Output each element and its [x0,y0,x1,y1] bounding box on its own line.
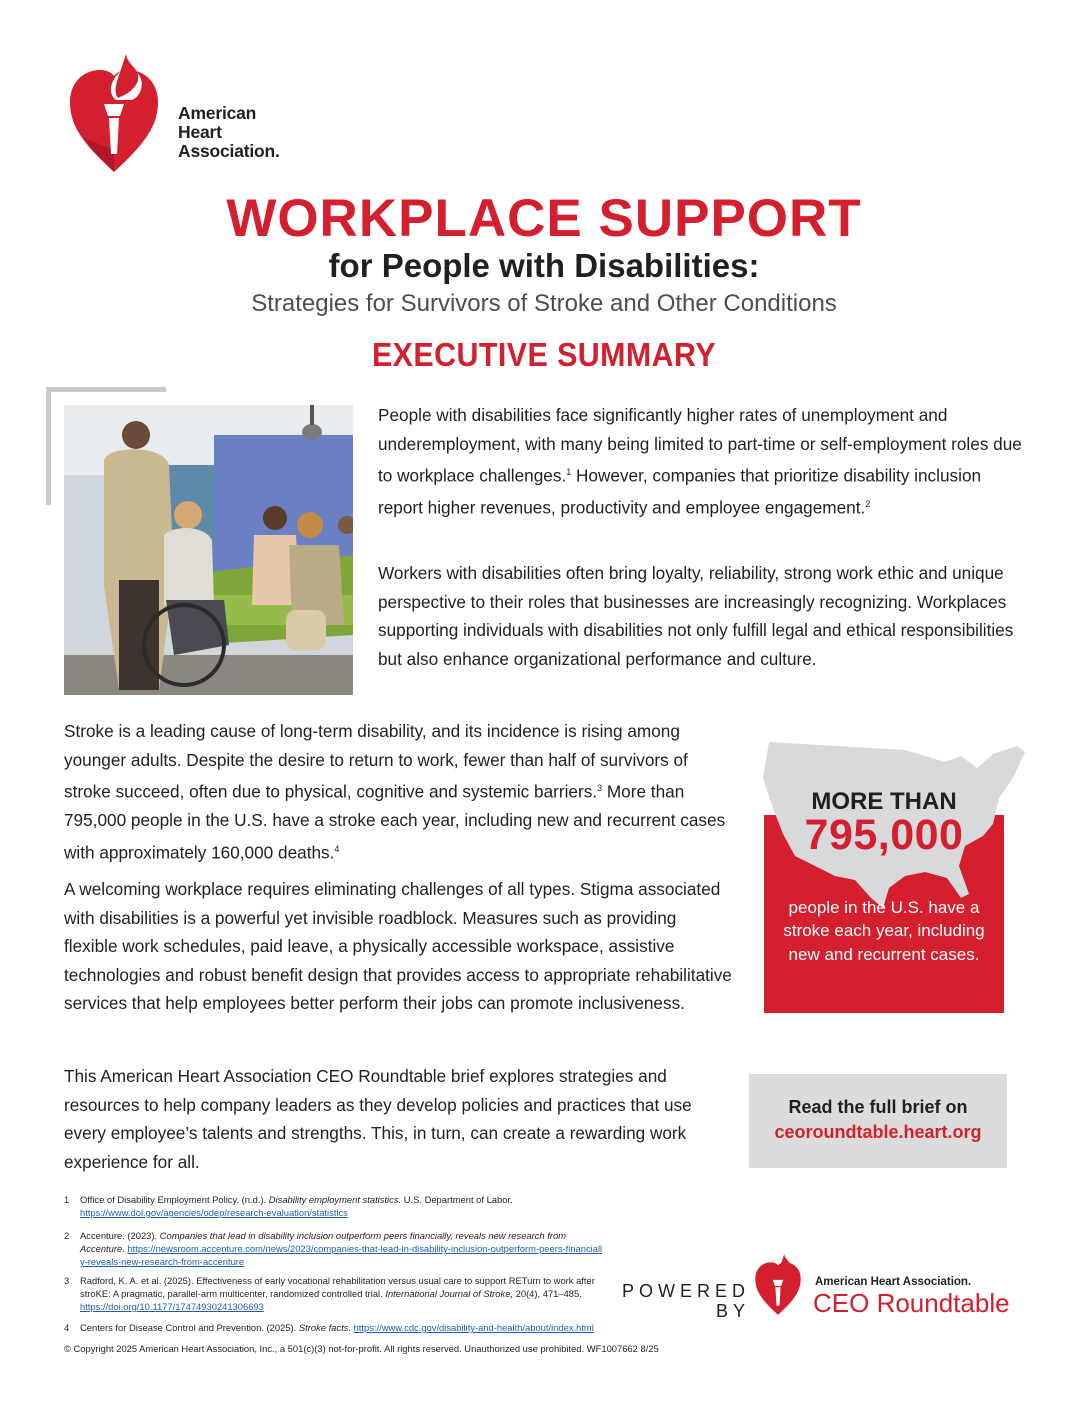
page-subtitle: for People with Disabilities: [328,247,760,284]
footnote-4 [64,1321,684,1334]
copyright-text: © Copyright 2025 American Heart Association, Inc., a 501(c)(3) not-for-profit. All rights reserved. Unauthorized use prohibited. WF1007662 8/25 [64,1343,659,1354]
footnote-text: Office of Disability Employment Policy. (n.d.). [80,1194,269,1205]
footnote-text: Accenture. (2023). [80,1230,160,1241]
footnote-source: 20(4), 471–485. [513,1288,582,1299]
footnote-number: 2 [64,1230,70,1241]
footnote-number: 4 [64,1322,70,1333]
aha-logo-text [178,104,280,161]
stat-description: people in the U.S. have a stroke each year, including new and recurrent cases. [783,898,985,964]
footnote-number: 1 [64,1194,70,1205]
p1-text-a: People with disabilities face significantly higher rates of unemployment and underemployment, with many being limited to part-time or self-employment roles due to workplace challenges. [378,405,1022,486]
cta-text: Read the full brief on [788,1097,968,1117]
ceo-roundtable-logo-icon [752,1252,804,1318]
ceo-org-name: American Heart Association. [815,1276,972,1288]
stat-label: MORE THAN [811,788,957,815]
p3-text-b: More than 795,000 people in the U.S. have a stroke each year, including new and recurrent cases with approximately 160,000 deaths. [64,781,726,863]
workplace-paragraph: A welcoming workplace requires eliminating challenges of all types. Stigma associated with disabilities is a powerful yet invisible roadblock. Measures such as providing flexible work schedules, paid leave, a physically accessible workspace, assistive technologies and robust benefit design that provides access to appropriate rehabilitative services that help employees better perform their jobs can promote inclusiveness. [64,879,732,1013]
by-label: BY [716,1301,751,1321]
footnote-ref-2: 2 [865,499,871,510]
footnote-title: Disability employment statistics. [268,1194,402,1205]
footnote-title: Stroke facts. [298,1322,351,1333]
logo-line-2: Heart [178,122,222,142]
aha-heart-torch-logo-icon [66,50,162,178]
logo-line-1: American [178,103,257,123]
stroke-paragraph [64,717,734,867]
footnote-link[interactable]: https://doi.org/10.1177/17474930241306693 [80,1301,264,1312]
footnote-1 [64,1193,604,1219]
office-photo [64,405,353,695]
footnote-text: Centers for Disease Control and Prevention. (2025). [80,1322,299,1333]
page-title: WORKPLACE SUPPORT [226,189,862,248]
page-tagline: Strategies for Survivors of Stroke and Other Conditions [251,290,837,317]
footnote-number: 3 [64,1275,70,1286]
footnote-source: U.S. Department of Labor. [401,1194,513,1205]
powered-label: POWERED [622,1281,751,1301]
stat-number: 795,000 [804,811,964,859]
section-heading: EXECUTIVE SUMMARY [371,336,717,373]
p1-text-b: However, companies that prioritize disability inclusion report higher revenues, productivity and employee engagement. [378,465,982,518]
footnote-ref-4: 4 [334,843,340,854]
footnote-ref-1: 1 [566,467,572,477]
footnote-link[interactable]: https://newsroom.accenture.com/news/2023/companies-that-lead-in-disability-inclusion-outperform-peers-financially-reveals-new-research-from-accenture [80,1243,603,1267]
logo-line-3: Association. [178,141,280,161]
workers-paragraph: Workers with disabilities often bring loyalty, reliability, strong work ethic and unique perspective to their roles that businesses are increasingly recognizing. Workplaces supporting individuals with disabilities not only fulfill legal and ethical responsibilities but also enhance organizational performance and culture. [378,563,1014,669]
footnote-3 [64,1274,604,1313]
cta-box [749,1074,1007,1168]
footnote-link[interactable]: https://www.cdc.gov/disability-and-health/about/index.html [353,1322,594,1333]
footnote-title: International Journal of Stroke, [385,1288,514,1299]
footnote-title: Companies that lead in disability inclusion outperform peers financially, reveals new research from Accenture. [80,1230,567,1254]
roundtable-paragraph: This American Heart Association CEO Roundtable brief explores strategies and resources to help company leaders as they develop policies and practices that use every employee’s talents and strengths. This, in turn, can create a rewarding work experience for all. [64,1066,692,1172]
intro-paragraph [378,401,1028,522]
footnote-text: Radford, K. A. et al. (2025). Effectiveness of early vocational rehabilitation versus usual care to support RETurn to work after stroKE: A pragmatic, parallel-arm multicenter, randomized controlled trial. [80,1275,595,1299]
footnote-2 [64,1229,604,1268]
footnote-link[interactable]: https://www.dol.gov/agencies/odep/research-evaluation/statistics [80,1207,348,1218]
footnote-ref-3: 3 [597,783,603,793]
cta-link[interactable]: ceoroundtable.heart.org [774,1122,982,1142]
ceo-program-name: CEO Roundtable [813,1288,1010,1318]
p3-text-a: Stroke is a leading cause of long-term disability, and its incidence is rising among younger adults. Despite the desire to return to work, fewer than half of survivors of stroke succeed, often due to physical, cognitive and systemic barriers. [64,721,688,802]
